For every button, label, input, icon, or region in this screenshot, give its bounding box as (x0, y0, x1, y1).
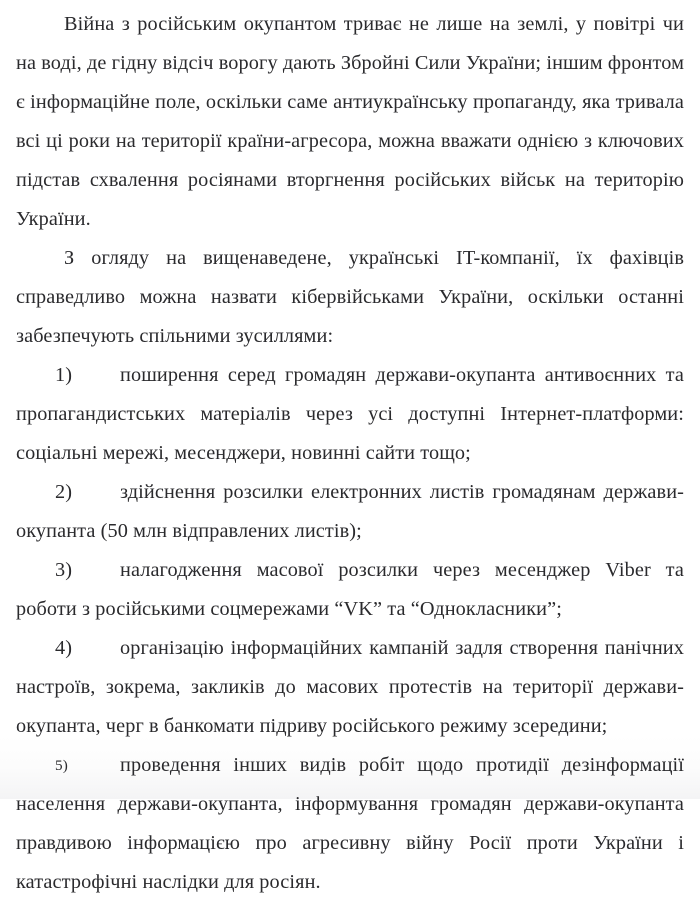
list-item-2-text: здійснення розсилки електронних листів громадянам держави-окупанта (50 млн відправлених листів); (16, 481, 684, 542)
list-item-3 (16, 551, 684, 629)
list-item-4-text: організацію інформаційних кампаній задля створення панічних настроїв, зокрема, закликів до масових протестів на території держави-окупанта, черг в банкомати підриву російського режиму зсередини; (16, 637, 684, 737)
list-marker-1: 1) (55, 364, 73, 386)
list-marker-2: 2) (55, 481, 73, 503)
paragraph-1: Війна з російським окупантом триває не лише на землі, у повітрі чи на воді, де гідну відсіч ворогу дають Збройні Сили України; іншим фронтом є інформаційне поле, оскільки саме антиукраїнську пропаганду, яка тривала всі ці роки на території країни-агресора, можна вважати однією з ключових підстав схвалення росіянами вторгнення російських військ на територію України. (16, 13, 684, 230)
document-body (16, 0, 684, 902)
list-item-2 (16, 473, 684, 551)
list-item-1-text: поширення серед громадян держави-окупанта антивоєнних та пропагандистських матеріалів через усі доступні Інтернет-платформи: соціальні мережі, месенджери, новинні сайти тощо; (16, 364, 684, 464)
list-item-3-text: налагодження масової розсилки через месенджер Viber та роботи з російськими соцмережами “VK” та “Однокласники”; (16, 559, 684, 620)
paragraph-2: З огляду на вищенаведене, українські IT-компанії, їх фахівців справедливо можна назвати кібервійськами України, оскільки останні забезпечують спільними зусиллями: (16, 247, 684, 347)
list-marker-5: 5) (55, 757, 68, 774)
list-item-5 (16, 746, 684, 902)
list-marker-4: 4) (55, 637, 73, 659)
list-item-5-text: проведення інших видів робіт щодо протидії дезінформації населення держави-окупанта, інформування громадян держави-окупанта правдивою інформацією про агресивну війну Росії проти України і катастрофічні наслідки для росіян. (16, 754, 684, 893)
list-marker-3: 3) (55, 559, 73, 581)
list-item-1 (16, 356, 684, 473)
list-item-4 (16, 629, 684, 746)
